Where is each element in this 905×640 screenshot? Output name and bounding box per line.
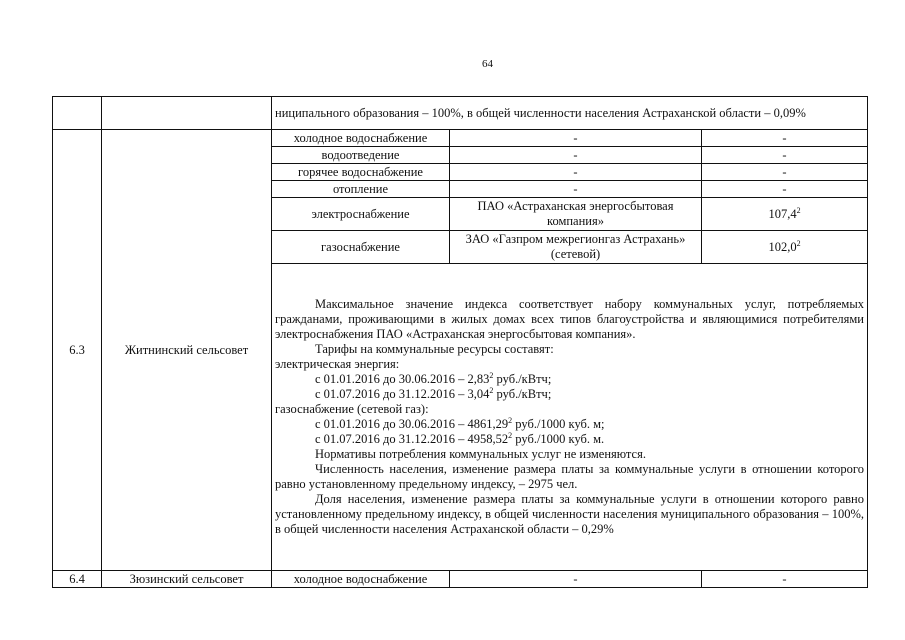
- tariff-line: [275, 387, 864, 402]
- service-index: -: [702, 571, 868, 588]
- service-provider: ЗАО «Газпром межрегионгаз Астрахань» (сетевой): [450, 231, 702, 264]
- description-cell: [272, 264, 868, 571]
- service-index: -: [702, 164, 868, 181]
- service-name: электроснабжение: [272, 198, 450, 231]
- section-name: Житнинский сельсовет: [102, 130, 272, 571]
- service-provider: -: [450, 164, 702, 181]
- tariff-text: с 01.07.2016 до 31.12.2016 – 4958,52: [315, 432, 509, 446]
- empty-number-cell: [53, 97, 102, 130]
- description-paragraph: Тарифы на коммунальные ресурсы составят:: [315, 342, 554, 356]
- description-paragraph: Нормативы потребления коммунальных услуг не изменяются.: [315, 447, 646, 461]
- footnote-mark: 2: [796, 205, 801, 215]
- service-name: газоснабжение: [272, 231, 450, 264]
- description-paragraph: Доля населения, изменение размера платы за коммунальные услуги в отношении которого равно установленному предельному индексу, в общей численности населения муниципального образования – 100%, в общей численности населения Астраханской области – 0,29%: [275, 492, 864, 536]
- footnote-mark: 2: [489, 385, 494, 395]
- description-paragraph: Максимальное значение индекса соответствует набору коммунальных услуг, потребляемых гражданами, проживающими в жилых домах всех типов благоустройства и являющимися потребителями электроснабжения ПАО «Астраханская энергосбытовая компания».: [275, 297, 864, 341]
- tariff-table: [52, 96, 868, 588]
- service-provider: -: [450, 130, 702, 147]
- index-value: 107,4: [768, 206, 797, 221]
- tariff-text: с 01.01.2016 до 30.06.2016 – 2,83: [315, 372, 490, 386]
- service-name: холодное водоснабжение: [272, 571, 450, 588]
- continuation-text: ниципального образования – 100%, в общей численности населения Астраханской области – 0,09%: [272, 97, 868, 130]
- footnote-mark: 2: [508, 415, 513, 425]
- service-index: [702, 198, 868, 231]
- page-number: 64: [482, 58, 493, 70]
- service-name: отопление: [272, 181, 450, 198]
- section-number: 6.4: [53, 571, 102, 588]
- service-index: -: [702, 130, 868, 147]
- service-index: [702, 231, 868, 264]
- service-index: -: [702, 147, 868, 164]
- service-name: водоотведение: [272, 147, 450, 164]
- service-provider: -: [450, 571, 702, 588]
- tariff-line: [275, 417, 864, 432]
- service-row: [53, 130, 868, 147]
- tariff-line: [275, 372, 864, 387]
- tariff-heading: газоснабжение (сетевой газ):: [275, 402, 429, 416]
- empty-name-cell: [102, 97, 272, 130]
- service-name: холодное водоснабжение: [272, 130, 450, 147]
- tariff-unit: руб./кВтч;: [493, 372, 552, 386]
- tariff-unit: руб./1000 куб. м.: [512, 432, 605, 446]
- tariff-text: с 01.01.2016 до 30.06.2016 – 4861,29: [315, 417, 509, 431]
- service-provider: -: [450, 147, 702, 164]
- section-64-row: [53, 571, 868, 588]
- tariff-line: [275, 432, 864, 447]
- description-paragraph: Численность населения, изменение размера платы за коммунальные услуги в отношении которого равно установленному предельному индексу, – 2975 чел.: [275, 462, 864, 491]
- service-name: горячее водоснабжение: [272, 164, 450, 181]
- service-index: -: [702, 181, 868, 198]
- service-provider: ПАО «Астраханская энергосбытовая компания»: [450, 198, 702, 231]
- footnote-mark: 2: [489, 370, 494, 380]
- section-name: Зюзинский сельсовет: [102, 571, 272, 588]
- footnote-mark: 2: [796, 238, 801, 248]
- tariff-unit: руб./кВтч;: [493, 387, 552, 401]
- tariff-heading: электрическая энергия:: [275, 357, 400, 371]
- index-value: 102,0: [768, 239, 797, 254]
- service-provider: -: [450, 181, 702, 198]
- tariff-text: с 01.07.2016 до 31.12.2016 – 3,04: [315, 387, 490, 401]
- section-number: 6.3: [53, 130, 102, 571]
- continuation-row: [53, 97, 868, 130]
- footnote-mark: 2: [508, 430, 513, 440]
- tariff-unit: руб./1000 куб. м;: [512, 417, 605, 431]
